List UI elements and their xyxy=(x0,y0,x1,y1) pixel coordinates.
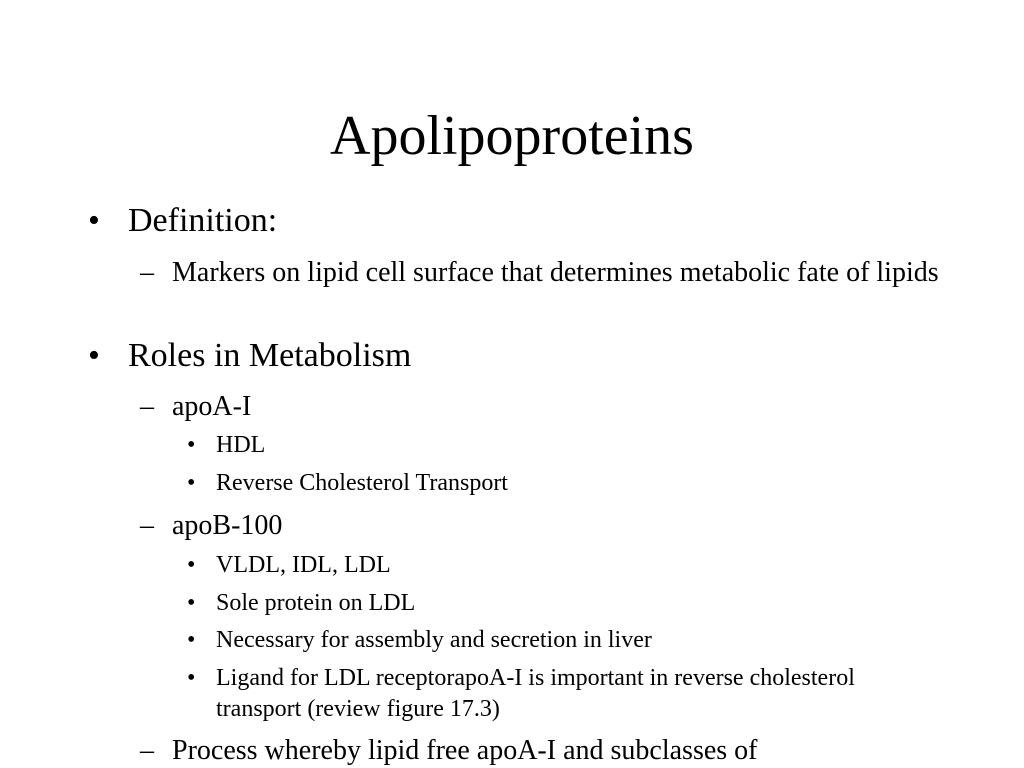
dash-icon: – xyxy=(140,257,154,288)
subsubbullet-lipoproteins xyxy=(187,550,866,581)
subsubbullet-ligand xyxy=(187,663,866,725)
bullet-icon: • xyxy=(88,202,100,239)
bullet-icon: • xyxy=(187,665,196,691)
subsubbullet-sole-protein xyxy=(187,588,866,619)
subsubbullet-text: Ligand for LDL receptorapoA-I is important in reverse cholesterol transport (review figure 17.3) xyxy=(216,665,855,722)
dash-icon: – xyxy=(140,735,154,766)
bullet-icon: • xyxy=(187,627,196,653)
subbullet-text: apoA-I xyxy=(172,391,252,422)
bullet-roles xyxy=(88,337,411,375)
subsubbullet-assembly xyxy=(187,625,866,656)
subbullet-text: Process whereby lipid free apoA-I and subclasses of xyxy=(172,735,758,766)
subbullet-process xyxy=(140,734,942,768)
bullet-icon: • xyxy=(187,590,196,616)
subbullet-text: Markers on lipid cell surface that determines metabolic fate of lipids xyxy=(172,257,939,288)
bullet-text: Definition: xyxy=(128,202,278,239)
slide-title: Apolipoproteins xyxy=(330,105,694,167)
bullet-icon: • xyxy=(88,337,100,374)
bullet-definition xyxy=(88,202,277,240)
subsubbullet-reverse-cholesterol xyxy=(187,468,866,499)
bullet-icon: • xyxy=(187,432,196,458)
subsubbullet-text: VLDL, IDL, LDL xyxy=(216,552,391,578)
subbullet-apob100 xyxy=(140,509,942,543)
subsubbullet-text: Necessary for assembly and secretion in liver xyxy=(216,627,652,653)
subsubbullet-text: HDL xyxy=(216,432,266,458)
subbullet-definition-text xyxy=(140,256,942,290)
subsubbullet-text: Reverse Cholesterol Transport xyxy=(216,470,508,496)
subsubbullet-text: Sole protein on LDL xyxy=(216,590,416,616)
subbullet-apoa1 xyxy=(140,390,942,424)
dash-icon: – xyxy=(140,510,154,541)
dash-icon: – xyxy=(140,391,154,422)
bullet-icon: • xyxy=(187,552,196,578)
subsubbullet-hdl xyxy=(187,430,866,461)
bullet-icon: • xyxy=(187,470,196,496)
bullet-text: Roles in Metabolism xyxy=(128,337,412,374)
subbullet-text: apoB-100 xyxy=(172,510,283,541)
